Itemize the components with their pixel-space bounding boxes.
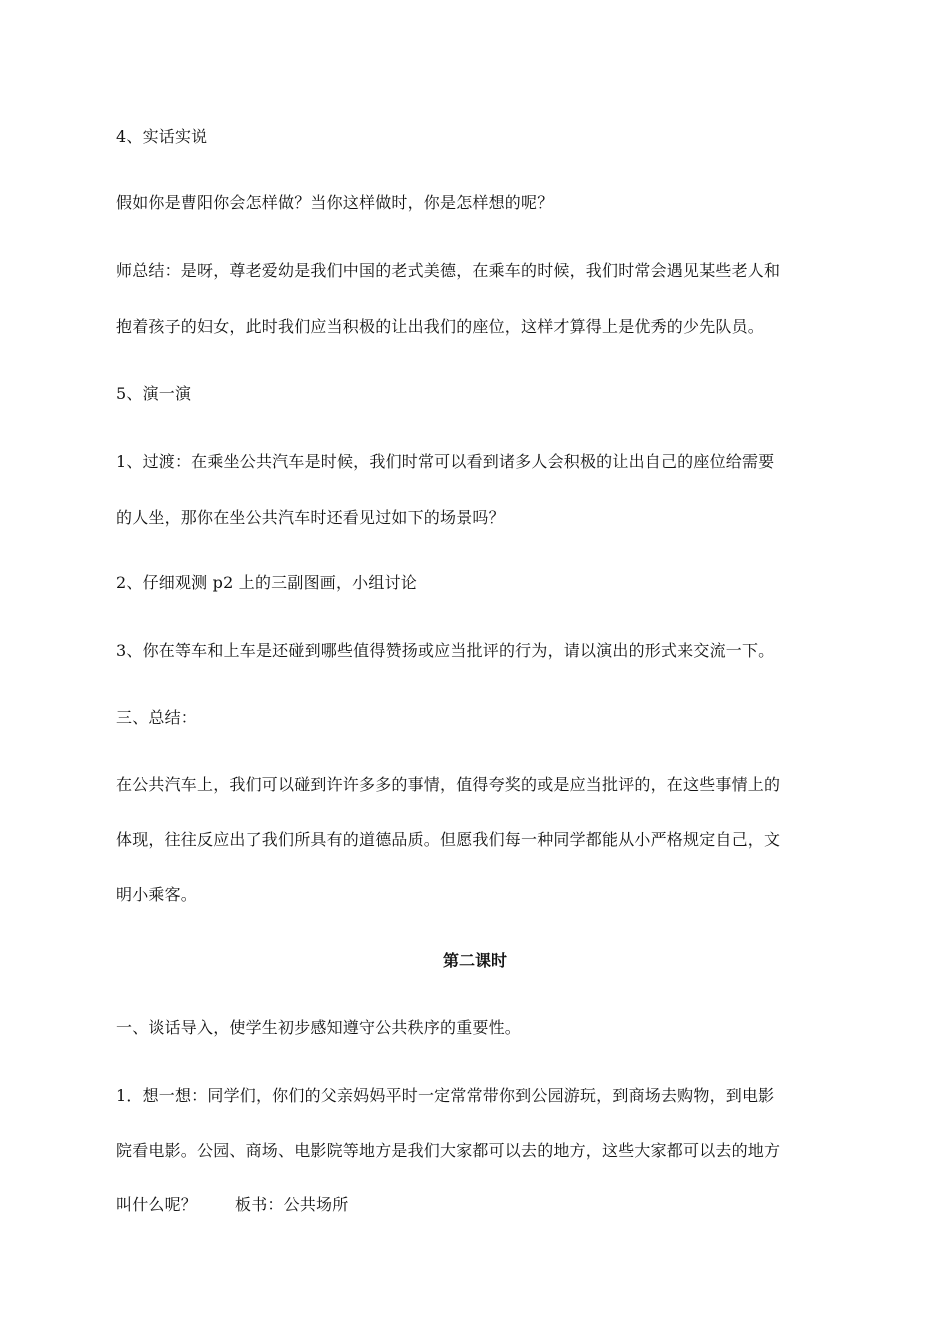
board-note: 板书：公共场所 [235, 1195, 349, 1214]
paragraph-line: 1、过渡：在乘坐公共汽车是时候，我们时常可以看到诸多人会积极的让出自己的座位给需要 [116, 452, 775, 471]
paragraph-line: 1．想一想：同学们，你们的父亲妈妈平时一定常常带你到公园游玩，到商场去购物，到电影 [116, 1086, 775, 1105]
paragraph-line: 明小乘客。 [116, 885, 198, 904]
paragraph-line: 在公共汽车上，我们可以碰到许许多多的事情，值得夸奖的或是应当批评的，在这些事情上的 [116, 775, 781, 794]
section-three-heading: 三、总结： [116, 708, 198, 727]
item-5-heading: 5、演一演 [116, 384, 192, 403]
paragraph-line: 师总结：是呀，尊老爱幼是我们中国的老式美德，在乘车的时候，我们时常会遇见某些老人和 [116, 261, 781, 280]
question-text: 叫什么呢？ [116, 1195, 198, 1214]
paragraph-line: 院看电影。公园、商场、电影院等地方是我们大家都可以去的地方，这些大家都可以去的地方 [116, 1141, 781, 1160]
paragraph-line: 一、谈话导入，使学生初步感知遵守公共秩序的重要性。 [116, 1018, 522, 1037]
paragraph-line-last [116, 1194, 348, 1216]
section-title: 第二课时 [442, 951, 507, 970]
paragraph-line: 体现，往往反应出了我们所具有的道德品质。但愿我们每一种同学都能从小严格规定自己，文 [116, 830, 781, 849]
paragraph-line: 抱着孩子的妇女，此时我们应当积极的让出我们的座位，这样才算得上是优秀的少先队员。 [116, 317, 765, 336]
paragraph-line: 2、仔细观测 p2 上的三副图画，小组讨论 [116, 573, 417, 592]
item-4-heading: 4、实话实说 [116, 127, 208, 146]
paragraph-line: 的人坐，那你在坐公共汽车时还看见过如下的场景吗？ [116, 508, 505, 527]
paragraph-line: 3、你在等车和上车是还碰到哪些值得赞扬或应当批评的行为，请以演出的形式来交流一下。 [116, 641, 775, 660]
paragraph-line: 假如你是曹阳你会怎样做？当你这样做时，你是怎样想的呢？ [116, 193, 554, 212]
